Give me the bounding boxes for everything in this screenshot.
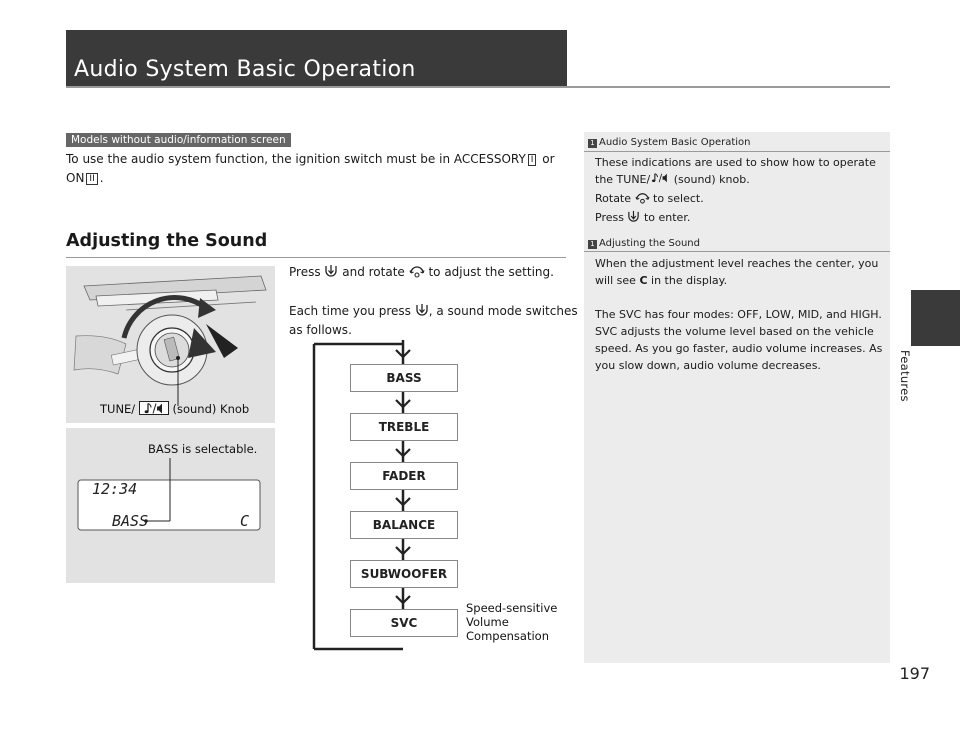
- title-divider: [66, 86, 890, 88]
- adjust-text: to adjust the setting.: [428, 265, 554, 279]
- press-text: Press: [289, 265, 321, 279]
- press-icon: [627, 210, 640, 223]
- chapter-tab: [911, 290, 960, 346]
- intro-or: or: [542, 152, 555, 166]
- note-line: will see C in the display.: [595, 274, 728, 287]
- knob-illustration: [66, 266, 275, 423]
- note-heading: [588, 238, 700, 249]
- flow-svc: SVC: [350, 609, 458, 637]
- note-divider: [584, 251, 890, 252]
- knob-drawing: [66, 266, 275, 423]
- page-title-bar: [66, 30, 567, 86]
- flow-bass: BASS: [350, 364, 458, 392]
- models-badge: Models without audio/information screen: [66, 133, 291, 147]
- flow-fader: FADER: [350, 462, 458, 490]
- page-title: Audio System Basic Operation: [74, 57, 416, 82]
- display-time: 12:34: [92, 480, 138, 498]
- note-line: These indications are used to show how to operate: [595, 156, 876, 169]
- flow-treble: TREBLE: [350, 413, 458, 441]
- key-accessory: I: [528, 154, 537, 166]
- note-marker-icon: 1: [588, 240, 597, 249]
- mode-instruction: [289, 302, 579, 340]
- note-line: Rotate to select.: [595, 192, 704, 205]
- svc-note-line: Speed-sensitive: [466, 601, 558, 615]
- knob-label-pre: TUNE/: [100, 402, 136, 416]
- chapter-label: [898, 350, 934, 420]
- section-title: Adjusting the Sound: [66, 231, 268, 251]
- press-icon: [415, 303, 429, 317]
- note-heading: [588, 137, 751, 148]
- knob-label: [100, 401, 249, 416]
- rotate-icon: [635, 190, 650, 204]
- rotate-icon: [409, 263, 425, 278]
- note-marker-icon: 1: [588, 139, 597, 148]
- rotate-text: and rotate: [342, 265, 405, 279]
- mode-text-pre: Each time you press: [289, 304, 411, 318]
- intro-paragraph: [66, 150, 578, 188]
- note-line: When the adjustment level reaches the center, you: [595, 257, 879, 270]
- mode-text-post: , a sound mode switches as follows.: [289, 304, 578, 337]
- note-heading-text: Adjusting the Sound: [599, 238, 700, 249]
- display-center: C: [240, 512, 250, 530]
- key-on: II: [86, 173, 97, 185]
- knob-label-post: (sound) Knob: [172, 402, 250, 416]
- svc-explanation: The SVC has four modes: OFF, LOW, MID, and HIGH. SVC adjusts the volume level based on the vehicle speed. As you go faster, audio volume increases. As you slow down, audio volume decreases.: [595, 308, 883, 372]
- page-number: 197: [899, 664, 930, 683]
- note-heading-text: Audio System Basic Operation: [599, 137, 751, 148]
- note-body: [595, 154, 885, 226]
- svc-note-line: Volume: [466, 615, 509, 629]
- sound-icon: [139, 401, 169, 415]
- display-illustration: [66, 428, 275, 583]
- chapter-label-text: Features: [898, 350, 912, 402]
- svc-note-line: Compensation: [466, 629, 549, 643]
- flow-subwoofer: SUBWOOFER: [350, 560, 458, 588]
- display-mode: BASS: [112, 512, 149, 530]
- bass-callout: BASS is selectable.: [148, 442, 258, 456]
- press-icon: [324, 264, 338, 278]
- press-rotate-instruction: [289, 263, 579, 282]
- note-body: [595, 255, 885, 374]
- intro-on: ON: [66, 171, 85, 185]
- sound-icon: [650, 172, 670, 184]
- intro-text: To use the audio system function, the ignition switch must be in ACCESSORY: [66, 152, 526, 166]
- svc-note: [466, 601, 557, 643]
- flow-balance: BALANCE: [350, 511, 458, 539]
- note-line: the TUNE/ (sound) knob.: [595, 173, 750, 186]
- section-divider: [66, 257, 566, 258]
- intro-end: .: [99, 171, 104, 185]
- note-line: Press to enter.: [595, 211, 691, 224]
- note-divider: [584, 151, 890, 152]
- center-indicator: C: [639, 274, 648, 287]
